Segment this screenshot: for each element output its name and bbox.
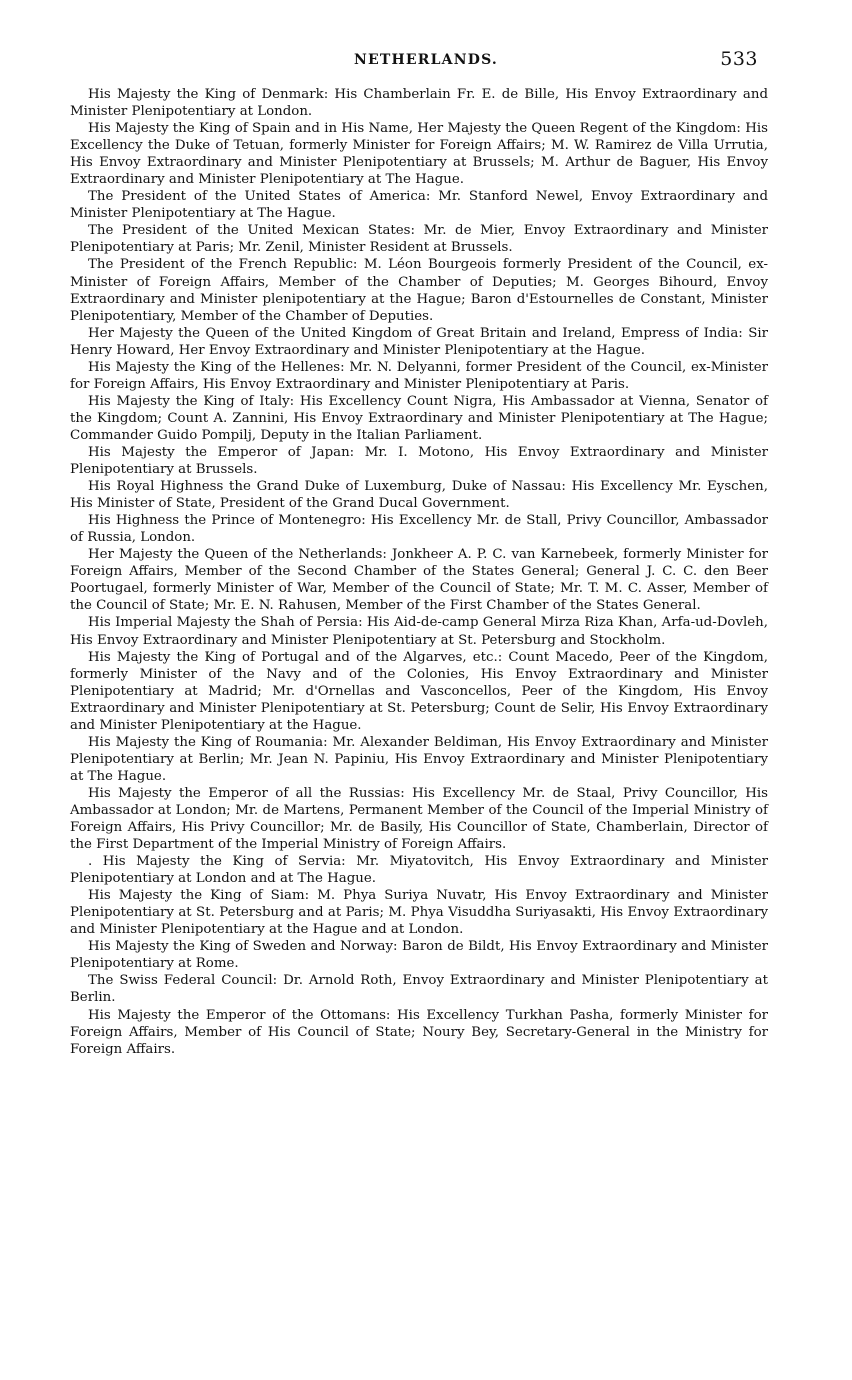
paragraph-greece: His Majesty the King of the Hellenes: Mr. N. Delyanni, former President of the Council, ex-Minister for Foreign Affairs, His Envoy Extraordinary and Minister Plenipotentiary at Paris. [70,359,768,392]
paragraph-portugal: His Majesty the King of Portugal and of the Algarves, etc.: Count Macedo, Peer of the Kingdom, formerly Minister of the Navy and of the Colonies, His Envoy Extraordinary and Minister Plenipotentiary at Madrid; Mr. d'Ornellas and Vasconcellos, Peer of the Kingdom, His Envoy Extraordinary and Minister Plenipotentiary at St. Petersburg; Count de Selir, His Envoy Extraordinary and Minister Plenipotentiary at the Hague. [70,649,768,733]
paragraph-france: The President of the French Republic: M. Léon Bourgeois formerly President of the Council, ex-Minister of Foreign Affairs, Member of the Chamber of Deputies; M. Georges Bihourd, Envoy Extraordinary and Minister plenipotentiary at the Hague; Baron d'Estournelles de Constant, Minister Plenipotentiary, Member of the Chamber of Deputies. [70,257,768,324]
paragraph-luxemburg: His Royal Highness the Grand Duke of Luxemburg, Duke of Nassau: His Excellency Mr. Eyschen, His Minister of State, President of the Grand Ducal Government. [70,479,768,512]
running-head [0,48,852,74]
paragraph-mexico: The President of the United Mexican States: Mr. de Mier, Envoy Extraordinary and Minister Plenipotentiary at Paris; Mr. Zenil, Minister Resident at Brussels. [70,223,768,256]
paragraph-japan: His Majesty the Emperor of Japan: Mr. I. Motono, His Envoy Extraordinary and Minister Plenipotentiary at Brussels. [70,444,768,478]
body-text [70,86,768,1058]
paragraph-netherlands: Her Majesty the Queen of the Netherlands: Jonkheer A. P. C. van Karnebeek, formerly Minister for Foreign Affairs, Member of the Second Chamber of the States General; General J. C. C. den Beer Poortugael, formerly Minister of War, Member of the Council of State; Mr. T. M. C. Asser, Member of the Council of State; Mr. E. N. Rahusen, Member of the First Chamber of the States General. [70,547,768,614]
running-title: NETHERLANDS. [354,52,498,68]
paragraph-persia: His Imperial Majesty the Shah of Persia: His Aid-de-camp General Mirza Riza Khan, Arfa-ud-Dovleh, His Envoy Extraordinary and Minister Plenipotentiary at St. Petersburg and Stockholm. [70,615,768,648]
paragraph-italy: His Majesty the King of Italy: His Excellency Count Nigra, His Ambassador at Vienna, Senator of the Kingdom; Count A. Zannini, His Envoy Extraordinary and Minister Plenipotentiary at The Hague; Commander Guido Pompilj, Deputy in the Italian Parliament. [70,393,768,443]
paragraph-denmark: His Majesty the King of Denmark: His Chamberlain Fr. E. de Bille, His Envoy Extraordinary and Minister Plenipotentiary at London. [70,87,768,120]
paragraph-sweden-norway: His Majesty the King of Sweden and Norway: Baron de Bildt, His Envoy Extraordinary and Minister Plenipotentiary at Rome. [70,939,768,972]
paragraph-montenegro: His Highness the Prince of Montenegro: His Excellency Mr. de Stall, Privy Councillor, Ambassador of Russia, London. [70,513,768,546]
paragraph-ottomans: His Majesty the Emperor of the Ottomans: His Excellency Turkhan Pasha, formerly Minister for Foreign Affairs, Member of His Council of State; Noury Bey, Secretary-General in the Ministry for Foreign Affairs. [70,1007,768,1057]
page-number: 533 [720,48,758,70]
paragraph-russia: His Majesty the Emperor of all the Russias: His Excellency Mr. de Staal, Privy Councillor, His Ambassador at London; Mr. de Martens, Permanent Member of the Council of the Imperial Ministry of Foreign Affairs, His Privy Councillor; Mr. de Basily, His Councillor of State, Chamberlain, Director of the First Department of the Imperial Ministry of Foreign Affairs. [70,785,768,853]
paragraph-spain: His Majesty the King of Spain and in His Name, Her Majesty the Queen Regent of the Kingdom: His Excellency the Duke of Tetuan, formerly Minister for Foreign Affairs; M. W. Ramirez de Villa Urrutia, His Envoy Extraordinary and Minister Plenipotentiary at Brussels; M. Arthur de Baguer, His Envoy Extraordinary and Minister Plenipotentiary at The Hague. [70,121,768,188]
paragraph-siam: His Majesty the King of Siam: M. Phya Suriya Nuvatr, His Envoy Extraordinary and Minister Plenipotentiary at St. Petersburg and at Paris; M. Phya Visuddha Suriyasakti, His Envoy Extraordinary and Minister Plenipotentiary at the Hague and at London. [70,888,768,938]
paragraph-switzerland: The Swiss Federal Council: Dr. Arnold Roth, Envoy Extraordinary and Minister Plenipotentiary at Berlin. [70,973,768,1006]
paragraph-roumania: His Majesty the King of Roumania: Mr. Alexander Beldiman, His Envoy Extraordinary and Minister Plenipotentiary at Berlin; Mr. Jean N. Papiniu, His Envoy Extraordinary and Minister Plenipotentiary at The Hague. [70,734,768,784]
paragraph-servia: . His Majesty the King of Servia: Mr. Miyatovitch, His Envoy Extraordinary and Minister Plenipotentiary at London and at The Hague. [70,854,768,887]
paragraph-great-britain: Her Majesty the Queen of the United Kingdom of Great Britain and Ireland, Empress of India: Sir Henry Howard, Her Envoy Extraordinary and Minister Plenipotentiary at the Hague. [70,325,768,358]
paragraph-united-states: The President of the United States of America: Mr. Stanford Newel, Envoy Extraordinary and Minister Plenipotentiary at The Hague. [70,189,768,222]
